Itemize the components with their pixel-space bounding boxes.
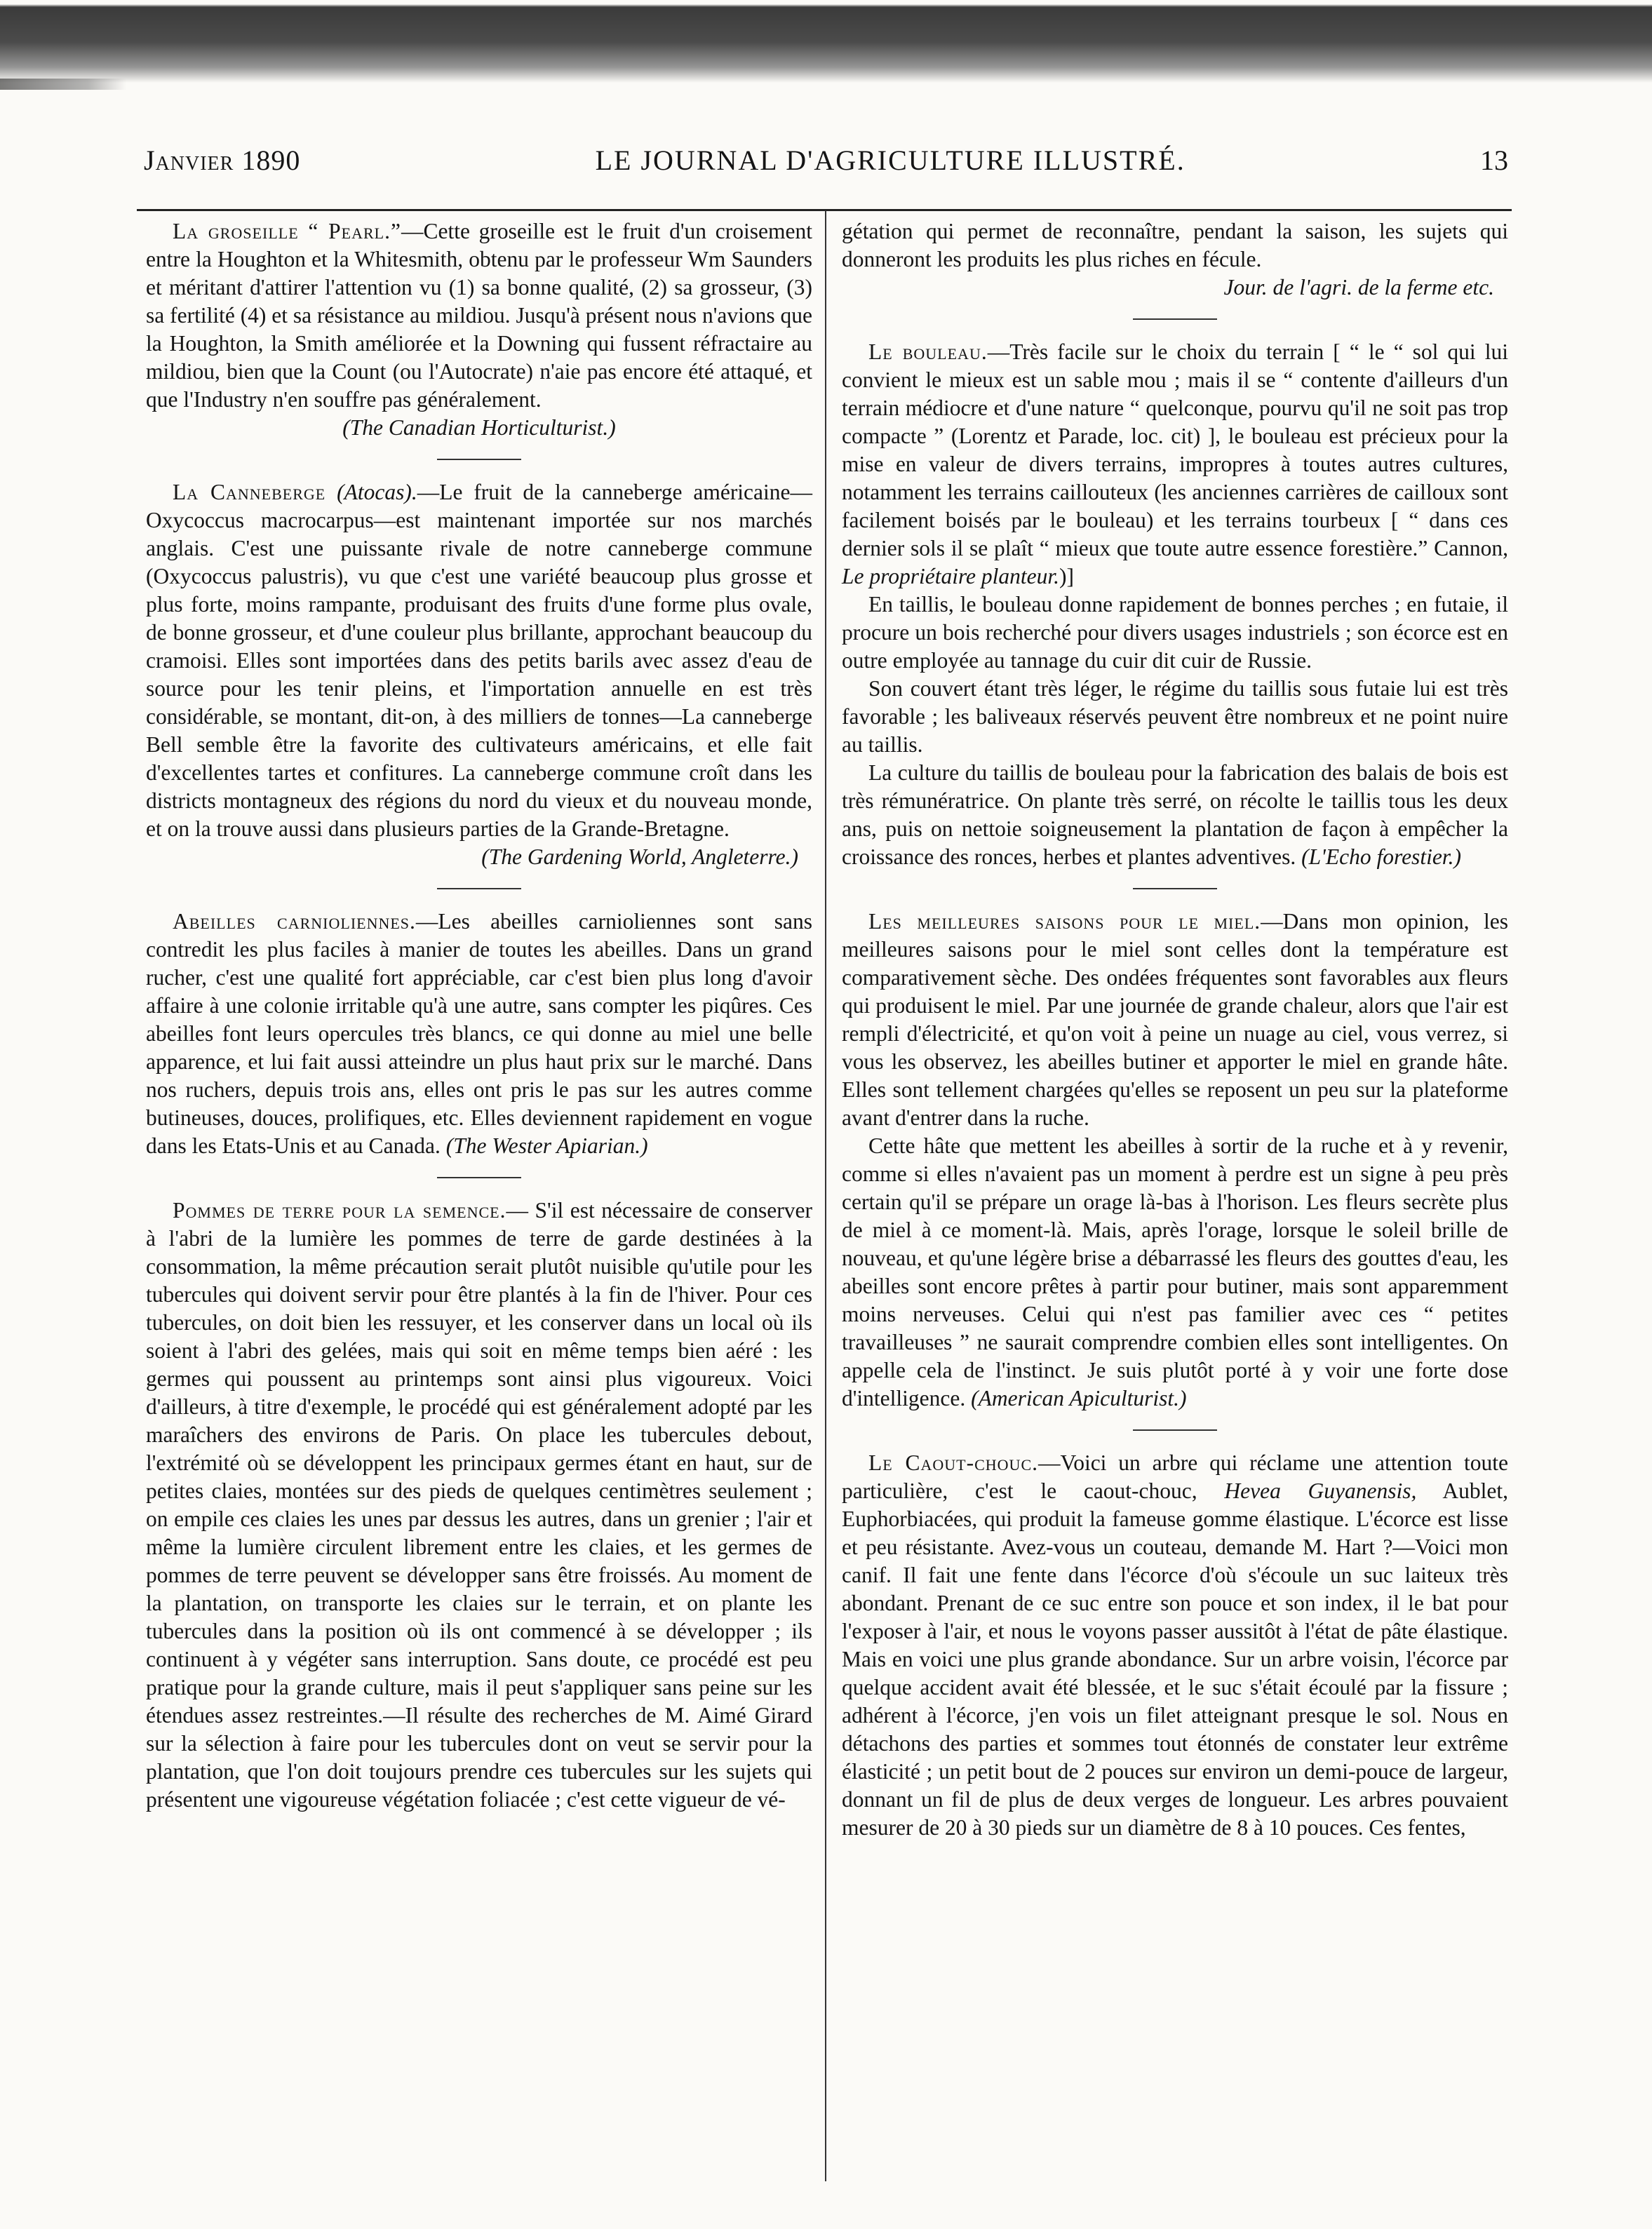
article-paragraph: La culture du taillis de bouleau pour la fabrication des balais de bois est très rémunératrice. On plante très serré, on récolte le taillis tous les deux ans, puis on nettoie soigneusement la plantation de façon à empêcher la croissance des ronces, herbes et plantes adventives.: [842, 760, 1508, 869]
journal-title: LE JOURNAL D'AGRICULTURE ILLUSTRÉ.: [595, 144, 1186, 176]
article-heading: Pommes de terre pour la semence.: [173, 1198, 506, 1223]
article-heading: Le bouleau.: [868, 339, 988, 364]
issue-date: Janvier 1890: [144, 144, 301, 176]
article-heading: Les meilleures saisons pour le miel.: [868, 909, 1261, 934]
article-body: —Les abeilles carnioliennes sont sans contredit les plus faciles à manier de toutes les abeilles. Dans un grand rucher, c'est une qualité fort appréciable, car c'est bien plus long d'avoir affaire à une colonie irritable qu'à une autre, sans compter les piqûres. Ces abeilles font leurs opercules très blancs, ce qui donne au miel une belle apparence, et lui fait aussi atteindre un plus haut prix sur le marché. Dans nos ruchers, depuis trois ans, elles ont pris le pas sur les autres comme butineuses, douces, prolifiques, etc. Elles deviennent rapidement en vogue dans les Etats-Unis et au Canada.: [146, 909, 812, 1158]
article-paragraph: Cette hâte que mettent les abeilles à sortir de la ruche et à y revenir, comme si elles n'avaient pas un moment à perdre est un signe à peu près certain qu'il se prépare un orage là-bas à l'horison. Les fleurs secrète plus de miel à ce moment-là. Mais, après l'orage, lorsque le soleil brille de nouveau, et qu'une légère brise a débarrassé les fleurs des gouttes d'eau, les abeilles sont encore prêtes à partir pour butiner, mais sont apparemment moins nerveuses. Celui qui n'est pas familier avec ces “ petites travailleuses ” ne saurait comprendre combien elles sont intelligentes. On appelle cela de l'instinct. Je suis plutôt porté à y voir une forte dose d'intelligence.: [842, 1133, 1508, 1410]
article-divider: [437, 459, 521, 460]
running-head: [144, 144, 1508, 186]
article-divider: [437, 1177, 521, 1178]
article-bouleau: [842, 338, 1508, 871]
scan-edge-band: [0, 0, 1652, 83]
article-pommes-continued: [842, 217, 1508, 302]
article-abeilles: [146, 908, 812, 1160]
article-source: (The Wester Apiarian.): [445, 1133, 648, 1158]
article-divider: [1133, 888, 1217, 889]
page-number: 13: [1479, 144, 1508, 176]
article-body-italic: Hevea Guyanensis,: [1224, 1479, 1417, 1503]
article-divider: [1133, 1429, 1217, 1431]
article-heading: Le Caout-chouc.: [868, 1450, 1038, 1475]
article-heading-italic: (Atocas).: [337, 480, 417, 504]
article-body: )]: [1059, 564, 1075, 588]
article-source: (L'Echo forestier.): [1301, 844, 1461, 869]
article-body: —Dans mon opinion, les meilleures saisons pour le miel sont celles dont la température est comparativement sèche. Des ondées fréquentes sont favorables aux fleurs qui produisent le miel. Par une journée de grande chaleur, alors que l'air est rempli d'électricité, et qu'on voit à peine un nuage au ciel, vous verrez, si vous les observez, les abeilles butiner et apporter le miel en grande hâte. Elles sont tellement chargées qu'elles se reposent un peu sur la plateforme avant d'entrer dans la ruche.: [842, 909, 1508, 1130]
article-paragraph: En taillis, le bouleau donne rapidement de bonnes perches ; en futaie, il procure un bois recherché pour divers usages industriels ; son écorce est en outre employée au tannage du cuir dit cuir de Russie.: [842, 592, 1508, 673]
article-source: (The Gardening World, Angleterre.): [481, 844, 798, 869]
article-body: gétation qui permet de reconnaître, pendant la saison, les sujets qui donneront les produits les plus riches en fécule.: [842, 219, 1508, 271]
article-source: (The Canadian Horticulturist.): [342, 415, 616, 440]
article-body: — S'il est nécessaire de conserver à l'abri de la lumière les pommes de terre de garde destinées à la consommation, la même précaution serait plutôt nuisible qu'utile pour les tubercules qui doivent servir pour être plantés à la fin de l'hiver. Pour ces tubercules, on doit bien les ressuyer, et les conserver dans un local où ils soient à l'abri des gelées, mais qui soit en même temps bien aéré : les germes qui poussent au printemps sont ainsi plus vigoureux. Voici d'ailleurs, à titre d'exemple, le procédé qui est généralement adopté par les maraîchers des environs de Paris. On place les tubercules debout, l'extrémité où se développent les principaux germes étant en haut, sur de petites claies, montées sur des pieds de quelques centimètres seulement ; on empile ces claies les unes par dessus les autres, dans un grenier ; l'air et même la lumière circulent librement entre les claies, et les germes de pommes de terre peuvent se développer sans être froissés. Au moment de la plantation, on transporte les claies sur le terrain, et on plante les tubercules dans la position où ils ont commencé à se développer ; ils continuent à y végéter sans interruption. Sans doute, ce procédé est peu pratique pour la grande culture, mais il peut s'appliquer sans peine sur les étendues assez restreintes.—Il résulte des recherches de M. Aimé Girard sur la sélection à faire pour les tubercules dont on veut se servir pour la plantation, que l'on doit toujours prendre ces tubercules sur les sujets qui présentent une vigoureuse végétation foliacée ; c'est cette vigueur de vé-: [146, 1198, 812, 1812]
article-groseille: [146, 217, 812, 442]
column-divider: [825, 210, 826, 2181]
article-body: —Le fruit de la canneberge américaine—Oxycoccus macrocarpus—est maintenant importée sur nos marchés anglais. C'est une puissante rivale de notre canneberge commune (Oxycoccus palustris), vu que c'est une variété beaucoup plus grosse et plus forte, moins rampante, produisant des fruits d'une forme plus ovale, de bonne grosseur, et d'une couleur plus brillante, approchant beaucoup du cramoisi. Elles sont importées dans des petits barils avec assez d'eau de source pour les tenir pleins, et l'importation annuelle en est très considérable, se montant, dit-on, à des milliers de tonnes—La canneberge Bell semble être la favorite des cultivateurs américains, et elle fait d'excellentes tartes et confitures. La canneberge commune croît dans les districts montagneux des régions du nord du vieux et du nouveau monde, et on la trouve aussi dans plusieurs parties de la Grande-Bretagne.: [146, 480, 813, 841]
article-divider: [437, 888, 521, 889]
left-column: [146, 217, 812, 1814]
article-body: Aublet, Euphorbiacées, qui produit la fameuse gomme élastique. L'écorce est lisse et peu résistante. Avez-vous un couteau, demande M. Hart ?—Voici mon canif. Il fait une fente dans l'écorce d'où s'écoule un suc laiteux très abondant. Prenant de ce suc entre son pouce et son index, il le bat pour l'exposer à l'air, et nous le voyons passer aussitôt à l'état de pâte élastique. Mais en voici une plus grande abondance. Sur un arbre voisin, l'écorce par quelque accident avait été blessée, et le suc s'était écoulé par la fissure ; adhérent à l'écorce, j'en vois un filet atteignant presque le sol. Nous en détachons des parties et sommes tout étonnés de constater leur extrême élasticité ; un petit bout de 2 pouces sur environ un demi-pouce de largeur, donnant un fil de plus de deux verges de longueur. Les arbres pouvaient mesurer de 20 à 30 pieds sur un diamètre de 8 à 10 pouces. Ces fentes,: [842, 1479, 1509, 1840]
header-rule: [137, 209, 1512, 211]
article-heading: La Canneberge: [173, 480, 326, 504]
article-miel: [842, 908, 1508, 1413]
article-canneberge: [146, 478, 812, 871]
article-pommes-de-terre: [146, 1197, 812, 1814]
article-body: —Voici un arbre qui réclame une attention toute particulière, c'est le caout-chouc,: [842, 1450, 1508, 1503]
right-column: [842, 217, 1508, 1842]
article-body: —Cette groseille est le fruit d'un croisement entre la Houghton et la Whitesmith, obtenu par le professeur Wm Saunders et méritant d'attirer l'attention vu (1) sa bonne qualité, (2) sa grosseur, (3) sa fertilité (4) et sa résistance au mildiou. Jusqu'à présent nous n'avions que la Houghton, la Smith améliorée et la Downing qui fussent réfractaire au mildiou, bien que la Count (ou l'Autocrate) n'aie pas encore été attaqué, et que l'Industry n'en souffre pas généralement.: [146, 219, 812, 412]
article-source: (American Apiculturist.): [971, 1386, 1187, 1410]
scan-edge-mark: [0, 79, 126, 90]
article-body-italic: Le propriétaire planteur.: [842, 564, 1060, 588]
article-divider: [1133, 318, 1217, 320]
article-paragraph: Son couvert étant très léger, le régime du taillis sous futaie lui est très favorable ; les baliveaux réservés peuvent être nombreux et ne point nuire au taillis.: [842, 676, 1508, 757]
article-body: —Très facile sur le choix du terrain [ “ le “ sol qui lui convient le mieux est un sable mou ; mais il se “ contente d'ailleurs d'un terrain médiocre et d'une nature “ quelconque, pourvu qu'il ne soit pas trop compacte ” (Lorentz et Parade, loc. cit) ], le bouleau est précieux pour la mise en valeur de divers terrains, impropres à toutes autres cultures, notamment les terrains caillouteux (les anciennes carrières de cailloux sont facilement boisés par le bouleau) et les terrains tourbeux [ “ dans ces dernier sols il se plaît “ mieux que toute autre essence forestière.” Cannon,: [842, 339, 1508, 560]
article-heading: La groseille “ Pearl.”: [173, 219, 401, 243]
article-heading: Abeilles carnioliennes.: [173, 909, 416, 934]
article-caoutchouc: [842, 1449, 1508, 1842]
article-source: Jour. de l'agri. de la ferme etc.: [1223, 275, 1494, 299]
